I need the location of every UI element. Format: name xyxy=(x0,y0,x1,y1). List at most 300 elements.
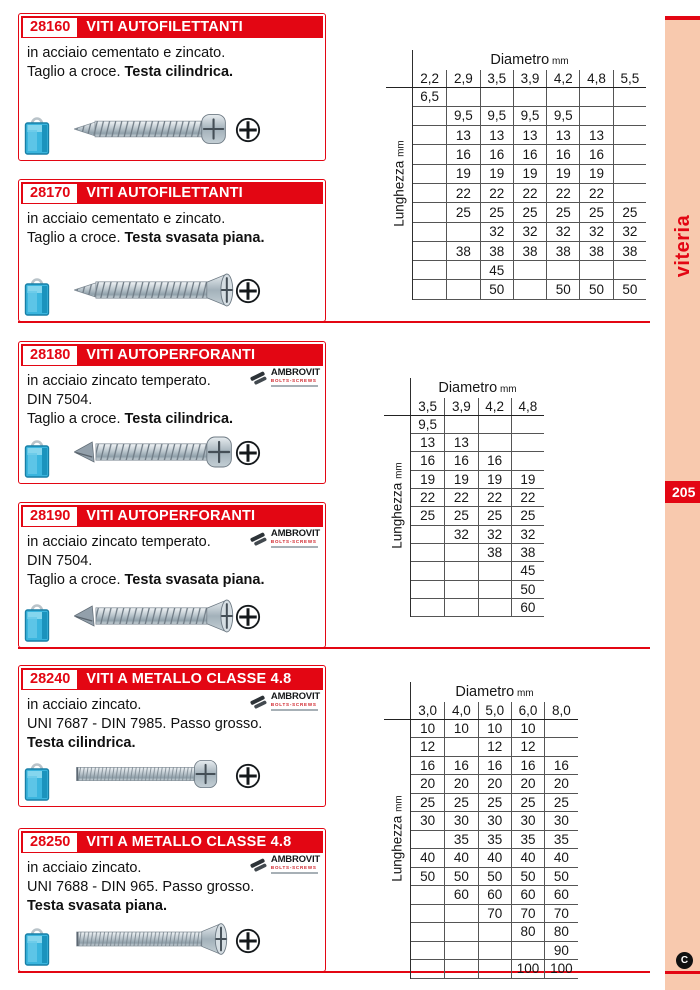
diameter-header-cell: 2,2 xyxy=(420,70,440,86)
page-number-badge: 205 xyxy=(665,481,700,503)
length-cell: 45 xyxy=(480,261,513,279)
length-cell: 38 xyxy=(480,242,513,260)
product-code: 28250 xyxy=(23,833,77,852)
length-cell: 12 xyxy=(420,739,436,755)
length-cell xyxy=(511,416,544,433)
length-cell: 10 xyxy=(420,720,436,736)
length-cell: 25 xyxy=(420,508,436,524)
diameter-header-cell: 5,5 xyxy=(613,70,646,87)
length-cell: 38 xyxy=(446,242,479,260)
length-cell xyxy=(613,88,646,106)
length-cell: 12 xyxy=(478,738,511,756)
length-cell xyxy=(613,184,646,202)
length-cell xyxy=(444,905,477,923)
brand-name: AMBROVIT xyxy=(270,528,320,539)
product-description: in acciaio zincato temperato. DIN 7504. Taglio a croce. Testa cilindrica. xyxy=(27,373,234,427)
length-cell xyxy=(478,434,511,451)
length-cell xyxy=(579,88,612,106)
length-cell: 13 xyxy=(480,126,513,144)
length-cell: 10 xyxy=(511,720,544,738)
length-cell: 60 xyxy=(444,886,477,904)
length-cell: 32 xyxy=(478,526,511,543)
length-cell: 38 xyxy=(613,242,646,260)
length-cell xyxy=(413,107,446,125)
length-cell: 19 xyxy=(478,471,511,488)
length-cell xyxy=(511,434,544,451)
length-cell: 13 xyxy=(446,126,479,144)
side-tab-band xyxy=(665,16,700,990)
length-cell: 25 xyxy=(546,203,579,221)
length-cell xyxy=(511,452,544,469)
length-row xyxy=(411,738,578,757)
length-cell: 16 xyxy=(544,757,577,775)
length-cell: 35 xyxy=(511,831,544,849)
length-cell: 16 xyxy=(480,145,513,163)
product-card-28180 xyxy=(18,341,326,484)
length-cell xyxy=(613,261,646,279)
length-cell: 50 xyxy=(444,868,477,886)
length-row xyxy=(411,720,578,739)
length-cell: 38 xyxy=(579,242,612,260)
length-cell xyxy=(544,720,577,738)
length-cell: 25 xyxy=(446,203,479,221)
brand-tagline: BOLTS-SCREWS xyxy=(270,538,317,544)
screws-icon xyxy=(249,529,269,547)
length-cell: 13 xyxy=(546,126,579,144)
length-cell xyxy=(444,416,477,433)
length-cell: 40 xyxy=(511,849,544,867)
length-row xyxy=(411,775,578,794)
screws-icon xyxy=(249,368,269,386)
length-row xyxy=(411,812,578,831)
copyright-mark-icon: C xyxy=(676,952,693,969)
length-cell: 30 xyxy=(420,813,436,829)
length-cell: 50 xyxy=(546,280,579,298)
length-row xyxy=(411,886,578,905)
length-cell: 50 xyxy=(478,868,511,886)
length-cell: 35 xyxy=(444,831,477,849)
length-cell: 60 xyxy=(478,886,511,904)
length-cell xyxy=(579,107,612,125)
length-row xyxy=(411,526,544,544)
length-row xyxy=(413,223,646,242)
length-cell xyxy=(546,261,579,279)
length-cell: 16 xyxy=(420,453,436,469)
length-cell: 22 xyxy=(478,489,511,506)
length-cell: 13 xyxy=(513,126,546,144)
length-cell xyxy=(411,886,444,904)
product-card-28190 xyxy=(18,502,326,648)
length-cell: 32 xyxy=(444,526,477,543)
length-cell: 20 xyxy=(478,775,511,793)
length-cell: 60 xyxy=(511,599,544,616)
length-cell xyxy=(613,145,646,163)
brand-tagline: BOLTS-SCREWS xyxy=(270,377,317,383)
diameter-header-cell: 6,0 xyxy=(511,702,544,719)
length-cell: 25 xyxy=(613,203,646,221)
length-cell: 50 xyxy=(420,868,436,884)
length-cell xyxy=(444,960,477,978)
product-code: 28240 xyxy=(23,670,77,689)
length-row xyxy=(413,126,646,145)
product-card-28250 xyxy=(18,828,326,972)
length-cell: 16 xyxy=(478,452,511,469)
ambrovit-logo xyxy=(249,692,320,711)
length-cell: 38 xyxy=(513,242,546,260)
diameter-header-cell: 2,9 xyxy=(446,70,479,87)
length-cell xyxy=(511,942,544,960)
length-cell: 25 xyxy=(513,203,546,221)
length-row xyxy=(413,165,646,184)
package-icon xyxy=(22,760,52,802)
phillips-drive-icon xyxy=(235,604,261,630)
length-cell: 19 xyxy=(513,165,546,183)
size-table-metallo xyxy=(410,682,578,979)
length-cell xyxy=(579,261,612,279)
length-cell: 35 xyxy=(544,831,577,849)
length-cell: 16 xyxy=(444,757,477,775)
card-header xyxy=(21,505,323,527)
length-cell: 32 xyxy=(513,223,546,241)
ambrovit-logo xyxy=(249,368,320,387)
length-cell xyxy=(411,544,444,561)
length-cell: 50 xyxy=(511,581,544,598)
length-cell: 50 xyxy=(579,280,612,298)
length-cell xyxy=(446,280,479,298)
screw-image xyxy=(74,109,249,154)
length-cell: 25 xyxy=(444,507,477,524)
package-icon xyxy=(22,925,52,967)
length-cell xyxy=(478,562,511,579)
diameter-header-row xyxy=(411,398,544,416)
length-cell: 6,5 xyxy=(420,89,440,105)
length-row xyxy=(413,88,646,107)
length-cell: 80 xyxy=(544,923,577,941)
lunghezza-axis-label: Lunghezza mm xyxy=(389,795,405,882)
brand-name: AMBROVIT xyxy=(270,691,320,702)
length-cell: 25 xyxy=(478,507,511,524)
size-table-autoperforanti xyxy=(410,378,544,617)
package-icon xyxy=(22,114,52,156)
length-cell: 25 xyxy=(544,794,577,812)
length-row xyxy=(413,107,646,126)
length-cell xyxy=(411,923,444,941)
length-cell xyxy=(444,562,477,579)
product-card-28160 xyxy=(18,13,326,161)
length-cell: 90 xyxy=(544,942,577,960)
length-cell: 22 xyxy=(480,184,513,202)
length-cell: 50 xyxy=(480,280,513,298)
length-cell: 50 xyxy=(511,868,544,886)
length-cell: 40 xyxy=(420,850,436,866)
length-cell: 9,5 xyxy=(418,416,438,432)
diametro-axis-label: Diametro mm xyxy=(438,380,517,396)
length-cell: 25 xyxy=(511,507,544,524)
length-cell: 22 xyxy=(420,490,436,506)
diameter-header-cell: 3,9 xyxy=(444,398,477,415)
package-icon xyxy=(22,601,52,643)
card-header xyxy=(21,182,323,204)
length-cell: 13 xyxy=(444,434,477,451)
package-icon xyxy=(22,437,52,479)
screw-image xyxy=(74,596,256,641)
length-cell xyxy=(478,416,511,433)
diameter-header-cell: 4,8 xyxy=(511,398,544,415)
length-row xyxy=(413,242,646,261)
category-tab-label: viteria xyxy=(672,214,694,278)
length-cell xyxy=(544,738,577,756)
card-header xyxy=(21,668,323,690)
length-cell xyxy=(411,960,444,978)
length-cell: 25 xyxy=(511,794,544,812)
length-cell xyxy=(513,261,546,279)
diameter-header-cell: 3,5 xyxy=(418,398,438,414)
length-cell: 30 xyxy=(544,812,577,830)
length-cell: 38 xyxy=(478,544,511,561)
length-row xyxy=(411,960,578,979)
length-cell xyxy=(446,261,479,279)
diameter-header-row xyxy=(411,702,578,720)
length-cell xyxy=(444,544,477,561)
diameter-header-cell: 3,0 xyxy=(418,702,438,718)
phillips-drive-icon xyxy=(235,928,261,954)
brand-tagline: BOLTS-SCREWS xyxy=(270,701,317,707)
brand-tagbar xyxy=(271,546,318,548)
length-cell xyxy=(411,831,444,849)
length-cell xyxy=(413,145,446,163)
length-cell xyxy=(411,599,444,616)
length-cell: 25 xyxy=(444,794,477,812)
length-cell: 16 xyxy=(446,145,479,163)
diametro-axis-label: Diametro mm xyxy=(490,52,569,68)
length-cell: 19 xyxy=(546,165,579,183)
length-row xyxy=(413,203,646,222)
diameter-header-cell: 4,0 xyxy=(444,702,477,719)
brand-name: AMBROVIT xyxy=(270,367,320,378)
product-code: 28190 xyxy=(23,507,77,526)
length-cell: 22 xyxy=(511,489,544,506)
brand-tagbar xyxy=(271,385,318,387)
length-cell xyxy=(478,923,511,941)
length-cell: 16 xyxy=(511,757,544,775)
band-top-cap xyxy=(665,16,700,20)
length-cell: 19 xyxy=(446,165,479,183)
product-title: VITI A METALLO CLASSE 4.8 xyxy=(86,671,292,687)
product-card-28170 xyxy=(18,179,326,322)
length-cell: 10 xyxy=(478,720,511,738)
length-cell: 9,5 xyxy=(446,107,479,125)
product-description: in acciaio cementato e zincato. Taglio a croce. Testa cilindrica. xyxy=(27,45,234,80)
diameter-header-cell: 4,2 xyxy=(478,398,511,415)
product-description: in acciaio zincato. UNI 7687 - DIN 7985. Passo grosso. Testa cilindrica. xyxy=(27,697,263,751)
length-row xyxy=(411,599,544,617)
length-cell: 32 xyxy=(613,223,646,241)
diametro-axis-label: Diametro mm xyxy=(455,684,534,700)
screws-icon xyxy=(249,692,269,710)
length-cell xyxy=(413,242,446,260)
length-cell xyxy=(446,223,479,241)
length-cell: 22 xyxy=(446,184,479,202)
length-row xyxy=(411,507,544,525)
length-cell xyxy=(413,126,446,144)
length-cell: 32 xyxy=(511,526,544,543)
length-cell: 16 xyxy=(444,452,477,469)
length-cell: 70 xyxy=(511,905,544,923)
length-cell xyxy=(446,88,479,106)
length-cell xyxy=(411,581,444,598)
phillips-drive-icon xyxy=(235,117,261,143)
length-cell: 50 xyxy=(544,868,577,886)
length-cell: 30 xyxy=(444,812,477,830)
length-cell: 32 xyxy=(579,223,612,241)
length-cell xyxy=(444,581,477,598)
diameter-header-cell: 3,9 xyxy=(513,70,546,87)
phillips-drive-icon xyxy=(235,440,261,466)
product-title: VITI AUTOFILETTANTI xyxy=(86,185,243,201)
length-cell: 38 xyxy=(546,242,579,260)
length-cell: 13 xyxy=(420,435,436,451)
length-cell xyxy=(444,923,477,941)
lunghezza-axis-label: Lunghezza mm xyxy=(391,140,407,227)
length-cell xyxy=(478,960,511,978)
length-row xyxy=(411,416,544,434)
length-row xyxy=(413,145,646,164)
diameter-header-cell: 3,5 xyxy=(480,70,513,87)
length-cell: 32 xyxy=(546,223,579,241)
diameter-header-row xyxy=(413,70,646,88)
length-cell: 70 xyxy=(478,905,511,923)
length-cell: 20 xyxy=(420,776,436,792)
length-cell xyxy=(444,599,477,616)
diameter-header-cell: 4,8 xyxy=(579,70,612,87)
length-cell: 9,5 xyxy=(513,107,546,125)
card-header xyxy=(21,344,323,366)
length-row xyxy=(411,434,544,452)
diameter-header-cell: 8,0 xyxy=(544,702,577,719)
length-row xyxy=(411,471,544,489)
length-cell: 60 xyxy=(511,886,544,904)
product-title: VITI AUTOPERFORANTI xyxy=(86,347,256,363)
length-cell: 38 xyxy=(511,544,544,561)
length-cell: 19 xyxy=(420,471,436,487)
length-cell: 100 xyxy=(544,960,577,978)
length-cell: 25 xyxy=(579,203,612,221)
length-cell xyxy=(411,562,444,579)
length-cell: 16 xyxy=(579,145,612,163)
length-cell: 32 xyxy=(480,223,513,241)
length-cell xyxy=(613,126,646,144)
length-cell: 16 xyxy=(420,757,436,773)
length-cell: 22 xyxy=(444,489,477,506)
length-cell xyxy=(513,280,546,298)
ambrovit-logo xyxy=(249,529,320,548)
brand-tagbar xyxy=(271,872,318,874)
package-icon xyxy=(22,275,52,317)
product-card-28240 xyxy=(18,665,326,807)
length-cell: 30 xyxy=(478,812,511,830)
length-row xyxy=(413,261,646,280)
length-cell: 16 xyxy=(513,145,546,163)
length-row xyxy=(411,489,544,507)
length-cell: 12 xyxy=(511,738,544,756)
length-row xyxy=(413,184,646,203)
length-cell: 20 xyxy=(544,775,577,793)
length-cell xyxy=(478,942,511,960)
length-row xyxy=(411,923,578,942)
card-header xyxy=(21,831,323,853)
length-row xyxy=(411,581,544,599)
length-cell: 25 xyxy=(480,203,513,221)
screw-image xyxy=(74,432,256,477)
product-code: 28170 xyxy=(23,184,77,203)
diameter-header-cell: 5,0 xyxy=(478,702,511,719)
length-cell: 16 xyxy=(546,145,579,163)
length-cell: 100 xyxy=(511,960,544,978)
length-cell: 35 xyxy=(478,831,511,849)
length-cell xyxy=(413,280,446,298)
screw-image xyxy=(74,918,249,965)
length-cell: 19 xyxy=(480,165,513,183)
length-cell: 9,5 xyxy=(546,107,579,125)
length-row xyxy=(411,868,578,887)
length-cell xyxy=(478,599,511,616)
length-cell xyxy=(613,107,646,125)
screw-image xyxy=(74,753,239,800)
length-cell: 50 xyxy=(613,280,646,298)
lunghezza-axis-label: Lunghezza mm xyxy=(389,462,405,549)
ambrovit-logo xyxy=(249,855,320,874)
band-bottom-rule xyxy=(665,971,700,974)
screws-icon xyxy=(249,855,269,873)
length-row xyxy=(413,280,646,299)
product-description: in acciaio zincato. UNI 7688 - DIN 965. Passo grosso. Testa svasata piana. xyxy=(27,860,255,914)
length-cell: 80 xyxy=(511,923,544,941)
length-cell xyxy=(513,88,546,106)
brand-name: AMBROVIT xyxy=(270,854,320,865)
product-code: 28180 xyxy=(23,346,77,365)
length-cell: 9,5 xyxy=(480,107,513,125)
length-cell: 22 xyxy=(546,184,579,202)
brand-tagline: BOLTS-SCREWS xyxy=(270,864,317,870)
length-cell: 22 xyxy=(579,184,612,202)
length-cell: 19 xyxy=(511,471,544,488)
diameter-header-cell: 4,2 xyxy=(546,70,579,87)
length-row xyxy=(411,942,578,961)
length-cell: 25 xyxy=(478,794,511,812)
length-cell: 19 xyxy=(579,165,612,183)
length-cell xyxy=(411,905,444,923)
length-row xyxy=(411,905,578,924)
card-header xyxy=(21,16,323,38)
length-cell: 60 xyxy=(544,886,577,904)
length-cell xyxy=(444,942,477,960)
phillips-drive-icon xyxy=(235,763,261,789)
length-row xyxy=(411,757,578,776)
length-cell: 45 xyxy=(511,562,544,579)
product-code: 28160 xyxy=(23,18,77,37)
length-cell: 20 xyxy=(511,775,544,793)
length-cell: 40 xyxy=(444,849,477,867)
length-row xyxy=(411,849,578,868)
length-cell xyxy=(413,203,446,221)
length-cell: 70 xyxy=(544,905,577,923)
length-cell xyxy=(413,165,446,183)
length-row xyxy=(411,794,578,813)
length-cell: 25 xyxy=(420,794,436,810)
length-row xyxy=(411,544,544,562)
length-cell xyxy=(413,261,446,279)
length-cell: 20 xyxy=(444,775,477,793)
